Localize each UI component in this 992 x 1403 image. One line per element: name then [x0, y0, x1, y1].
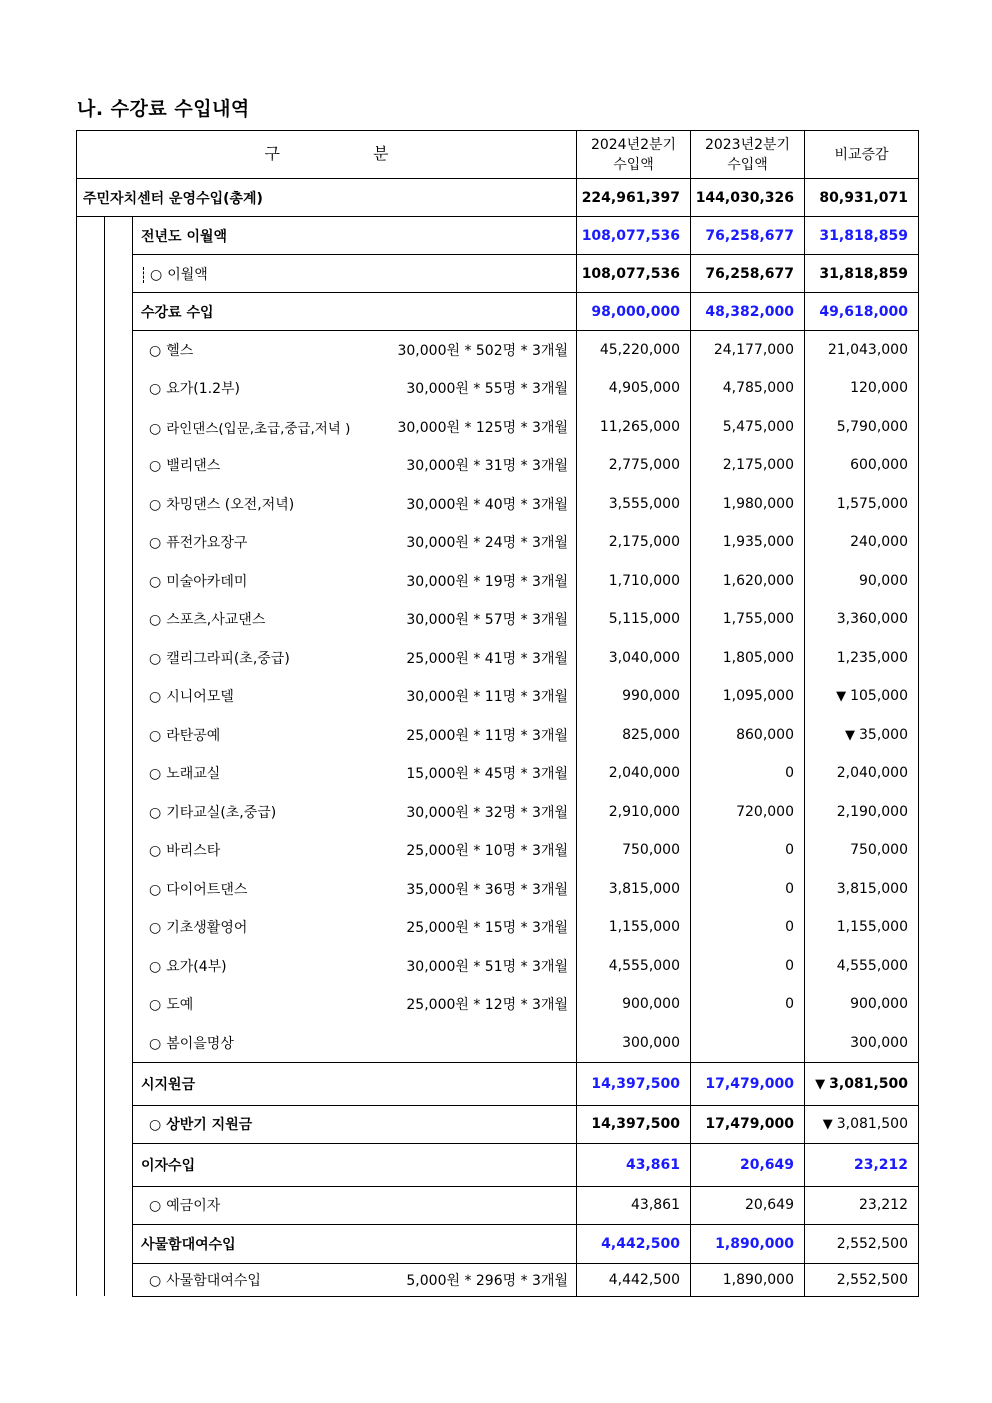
course-row — [77, 716, 919, 755]
interest-item-diff: 23,212 — [805, 1186, 919, 1224]
carryover-diff: 31,818,859 — [805, 255, 919, 293]
course-diff: 90,000 — [805, 562, 919, 601]
course-row — [77, 793, 919, 832]
subsidy-item-2023: 17,479,000 — [691, 1105, 805, 1143]
header-category: 구 분 — [77, 131, 577, 179]
course-2024: 3,040,000 — [577, 639, 691, 678]
locker-item-formula: 5,000원 * 296명 * 3개월 — [406, 1272, 568, 1289]
header-2024: 2024년2분기 수입액 — [577, 131, 691, 179]
interest-diff: 23,212 — [805, 1143, 919, 1186]
course-name: 노래교실 — [166, 766, 221, 783]
course-2023: 5,475,000 — [691, 408, 805, 447]
course-2024: 990,000 — [577, 677, 691, 716]
tuition-label: 수강료 수입 — [133, 293, 577, 331]
course-2023: 860,000 — [691, 716, 805, 755]
course-formula: 30,000원 * 32명 * 3개월 — [406, 804, 568, 821]
course-2023: 24,177,000 — [691, 331, 805, 370]
course-2024: 3,555,000 — [577, 485, 691, 524]
subsidy-diff: ▼ 3,081,500 — [805, 1062, 919, 1105]
course-2024: 11,265,000 — [577, 408, 691, 447]
down-triangle-icon: ▼ — [845, 727, 855, 743]
course-row — [77, 677, 919, 716]
course-diff: 5,790,000 — [805, 408, 919, 447]
course-2024: 750,000 — [577, 831, 691, 870]
course-2024: 2,910,000 — [577, 793, 691, 832]
course-diff: 750,000 — [805, 831, 919, 870]
carryover-2023: 76,258,677 — [691, 255, 805, 293]
circle-marker-icon: ○ — [149, 343, 162, 359]
locker-item-row — [77, 1263, 919, 1296]
header-2023: 2023년2분기 수입액 — [691, 131, 805, 179]
carryover-label-cell — [133, 255, 577, 293]
subsidy-item-diff: ▼ 3,081,500 — [805, 1105, 919, 1143]
course-diff: ▼ 105,000 — [805, 677, 919, 716]
course-diff: 600,000 — [805, 446, 919, 485]
circle-marker-icon: ○ — [149, 689, 162, 706]
course-diff: 1,155,000 — [805, 908, 919, 947]
course-diff: 1,235,000 — [805, 639, 919, 678]
course-formula: 25,000원 * 15명 * 3개월 — [406, 920, 568, 937]
circle-marker-icon: ○ — [149, 420, 162, 437]
header-row — [77, 131, 919, 179]
course-2024: 4,555,000 — [577, 947, 691, 986]
course-row — [77, 562, 919, 601]
course-2024: 825,000 — [577, 716, 691, 755]
course-row — [77, 639, 919, 678]
tuition-2023: 48,382,000 — [691, 293, 805, 331]
circle-marker-icon: ○ — [149, 458, 162, 475]
course-row — [77, 600, 919, 639]
course-formula: 25,000원 * 10명 * 3개월 — [406, 843, 568, 860]
course-diff: 2,190,000 — [805, 793, 919, 832]
circle-marker-icon: ○ — [149, 612, 162, 629]
prev-year-row — [77, 217, 919, 255]
course-2023: 720,000 — [691, 793, 805, 832]
circle-marker-icon: ○ — [149, 650, 162, 667]
course-2023: 1,805,000 — [691, 639, 805, 678]
course-2023 — [691, 1024, 805, 1063]
course-name: 기초생활영어 — [166, 920, 248, 937]
course-row — [77, 331, 919, 370]
course-diff: 3,360,000 — [805, 600, 919, 639]
circle-marker-icon: ○ — [149, 843, 162, 860]
circle-marker-icon: ○ — [149, 997, 162, 1014]
course-formula: 30,000원 * 125명 * 3개월 — [397, 419, 568, 436]
course-name: 미술아카데미 — [166, 573, 248, 590]
course-2024: 1,155,000 — [577, 908, 691, 947]
course-row — [77, 908, 919, 947]
course-formula: 25,000원 * 12명 * 3개월 — [406, 997, 568, 1014]
carryover-label: 이월액 — [167, 266, 208, 283]
subsidy-row — [77, 1062, 919, 1105]
course-2024: 45,220,000 — [577, 331, 691, 370]
interest-row — [77, 1143, 919, 1186]
course-formula: 30,000원 * 57명 * 3개월 — [406, 612, 568, 629]
course-name: 밸리댄스 — [166, 458, 221, 475]
course-2023: 0 — [691, 754, 805, 793]
course-2024: 2,775,000 — [577, 446, 691, 485]
carryover-2024: 108,077,536 — [577, 255, 691, 293]
course-formula: 30,000원 * 24명 * 3개월 — [406, 535, 568, 552]
locker-2024: 4,442,500 — [577, 1224, 691, 1263]
total-label: 주민자치센터 운영수입(총계) — [77, 179, 577, 217]
course-row — [77, 485, 919, 524]
course-2024: 300,000 — [577, 1024, 691, 1063]
interest-item-2024: 43,861 — [577, 1186, 691, 1224]
total-diff: 80,931,071 — [805, 179, 919, 217]
down-triangle-icon: ▼ — [836, 689, 847, 705]
total-2023: 144,030,326 — [691, 179, 805, 217]
course-name: 라탄공예 — [166, 727, 221, 744]
prev-year-2024: 108,077,536 — [577, 217, 691, 255]
course-row — [77, 408, 919, 447]
subsidy-2023: 17,479,000 — [691, 1062, 805, 1105]
course-diff: 240,000 — [805, 523, 919, 562]
course-formula: 15,000원 * 45명 * 3개월 — [406, 766, 568, 783]
circle-marker-icon: ○ — [149, 881, 162, 898]
course-row — [77, 831, 919, 870]
course-formula: 30,000원 * 31명 * 3개월 — [406, 458, 568, 475]
course-2024: 3,815,000 — [577, 870, 691, 909]
circle-marker-icon: ○ — [149, 958, 162, 975]
course-name: 시니어모델 — [166, 689, 234, 706]
course-2023: 4,785,000 — [691, 369, 805, 408]
course-name: 캘리그라피(초,중급) — [166, 650, 290, 667]
course-2024: 2,175,000 — [577, 523, 691, 562]
course-2023: 1,095,000 — [691, 677, 805, 716]
course-formula: 25,000원 * 11명 * 3개월 — [406, 727, 568, 744]
course-diff: 120,000 — [805, 369, 919, 408]
course-diff: 4,555,000 — [805, 947, 919, 986]
circle-marker-icon: ○ — [149, 1198, 162, 1214]
course-2023: 1,980,000 — [691, 485, 805, 524]
revenue-table — [76, 130, 919, 1297]
course-row — [77, 446, 919, 485]
prev-year-diff: 31,818,859 — [805, 217, 919, 255]
subsidy-label: 시지원금 — [133, 1062, 577, 1105]
course-2024: 4,905,000 — [577, 369, 691, 408]
course-name: 도예 — [166, 997, 194, 1014]
circle-marker-icon: ○ — [149, 496, 162, 513]
course-diff: 3,815,000 — [805, 870, 919, 909]
circle-marker-icon: ○ — [149, 766, 162, 783]
locker-item-diff: 2,552,500 — [805, 1263, 919, 1296]
course-name: 헬스 — [166, 343, 194, 359]
circle-marker-icon: ○ — [149, 535, 162, 552]
header-diff: 비교증감 — [805, 131, 919, 179]
course-row — [77, 369, 919, 408]
course-2023: 0 — [691, 985, 805, 1024]
total-row — [77, 179, 919, 217]
interest-item-row — [77, 1186, 919, 1224]
circle-marker-icon: ○ — [149, 920, 162, 937]
course-2023: 0 — [691, 831, 805, 870]
course-diff: 1,575,000 — [805, 485, 919, 524]
course-formula: 30,000원 * 55명 * 3개월 — [406, 381, 568, 398]
circle-marker-icon: ○ — [149, 573, 162, 590]
course-formula: 30,000원 * 19명 * 3개월 — [406, 573, 568, 590]
carryover-row — [77, 255, 919, 293]
course-name: 요가(1.2부) — [166, 381, 240, 398]
locker-item-2024: 4,442,500 — [577, 1263, 691, 1296]
course-formula: 30,000원 * 502명 * 3개월 — [397, 343, 568, 359]
locker-diff: 2,552,500 — [805, 1224, 919, 1263]
course-diff: 900,000 — [805, 985, 919, 1024]
indent-col-1 — [77, 217, 105, 1297]
tuition-diff: 49,618,000 — [805, 293, 919, 331]
course-row — [77, 947, 919, 986]
course-row — [77, 523, 919, 562]
course-name: 퓨전가요장구 — [166, 535, 248, 552]
course-row — [77, 754, 919, 793]
course-row — [77, 870, 919, 909]
course-2023: 1,755,000 — [691, 600, 805, 639]
course-name: 다이어트댄스 — [166, 881, 248, 898]
circle-marker-icon: ○ — [149, 804, 162, 821]
circle-marker-icon: ○ — [149, 727, 162, 744]
indent-col-2 — [105, 217, 133, 1297]
circle-marker-icon: ○ — [149, 381, 162, 398]
course-formula: 35,000원 * 36명 * 3개월 — [406, 881, 568, 898]
interest-item-label: 예금이자 — [166, 1198, 221, 1214]
interest-2023: 20,649 — [691, 1143, 805, 1186]
locker-item-2023: 1,890,000 — [691, 1263, 805, 1296]
course-2024: 5,115,000 — [577, 600, 691, 639]
course-2024: 900,000 — [577, 985, 691, 1024]
subsidy-2024: 14,397,500 — [577, 1062, 691, 1105]
course-name: 봄이을명상 — [166, 1035, 234, 1052]
locker-item-label: 사물함대여수입 — [166, 1272, 261, 1289]
course-2023: 0 — [691, 947, 805, 986]
down-triangle-icon: ▼ — [822, 1117, 833, 1132]
subsidy-item-row — [77, 1105, 919, 1143]
course-name: 바리스타 — [166, 843, 221, 860]
course-2023: 0 — [691, 870, 805, 909]
course-formula: 30,000원 * 40명 * 3개월 — [406, 496, 568, 513]
course-formula: 30,000원 * 11명 * 3개월 — [406, 689, 568, 706]
interest-2024: 43,861 — [577, 1143, 691, 1186]
locker-2023: 1,890,000 — [691, 1224, 805, 1263]
course-2023: 1,935,000 — [691, 523, 805, 562]
course-diff: 300,000 — [805, 1024, 919, 1063]
tuition-row — [77, 293, 919, 331]
course-formula: 25,000원 * 41명 * 3개월 — [406, 650, 568, 667]
down-triangle-icon: ▼ — [815, 1076, 826, 1092]
locker-label: 사물함대여수입 — [133, 1224, 577, 1263]
course-name: 라인댄스(입문,초급,중급,저녁 ) — [166, 420, 351, 437]
circle-marker-icon: ○ — [150, 266, 163, 283]
course-2023: 1,620,000 — [691, 562, 805, 601]
course-row — [77, 985, 919, 1024]
course-name: 기타교실(초,중급) — [166, 804, 277, 821]
course-diff: 2,040,000 — [805, 754, 919, 793]
prev-year-2023: 76,258,677 — [691, 217, 805, 255]
course-name: 차밍댄스 (오전,저녁) — [166, 496, 295, 513]
circle-marker-icon: ○ — [149, 1035, 162, 1052]
tuition-2024: 98,000,000 — [577, 293, 691, 331]
section-title: 나. 수강료 수입내역 — [77, 98, 250, 120]
subsidy-item-label: 상반기 지원금 — [166, 1117, 253, 1133]
course-diff: ▼ 35,000 — [805, 716, 919, 755]
prev-year-label: 전년도 이월액 — [133, 217, 577, 255]
circle-marker-icon: ○ — [149, 1117, 162, 1133]
interest-item-2023: 20,649 — [691, 1186, 805, 1224]
course-diff: 21,043,000 — [805, 331, 919, 370]
course-2023: 2,175,000 — [691, 446, 805, 485]
course-name: 요가(4부) — [166, 958, 227, 975]
course-2024: 1,710,000 — [577, 562, 691, 601]
course-row — [77, 1024, 919, 1063]
course-2023: 0 — [691, 908, 805, 947]
interest-label: 이자수입 — [133, 1143, 577, 1186]
locker-row — [77, 1224, 919, 1263]
total-2024: 224,961,397 — [577, 179, 691, 217]
course-2024: 2,040,000 — [577, 754, 691, 793]
course-name: 스포츠,사교댄스 — [166, 612, 266, 629]
course-formula: 30,000원 * 51명 * 3개월 — [406, 958, 568, 975]
circle-marker-icon: ○ — [149, 1272, 162, 1289]
subsidy-item-2024: 14,397,500 — [577, 1105, 691, 1143]
